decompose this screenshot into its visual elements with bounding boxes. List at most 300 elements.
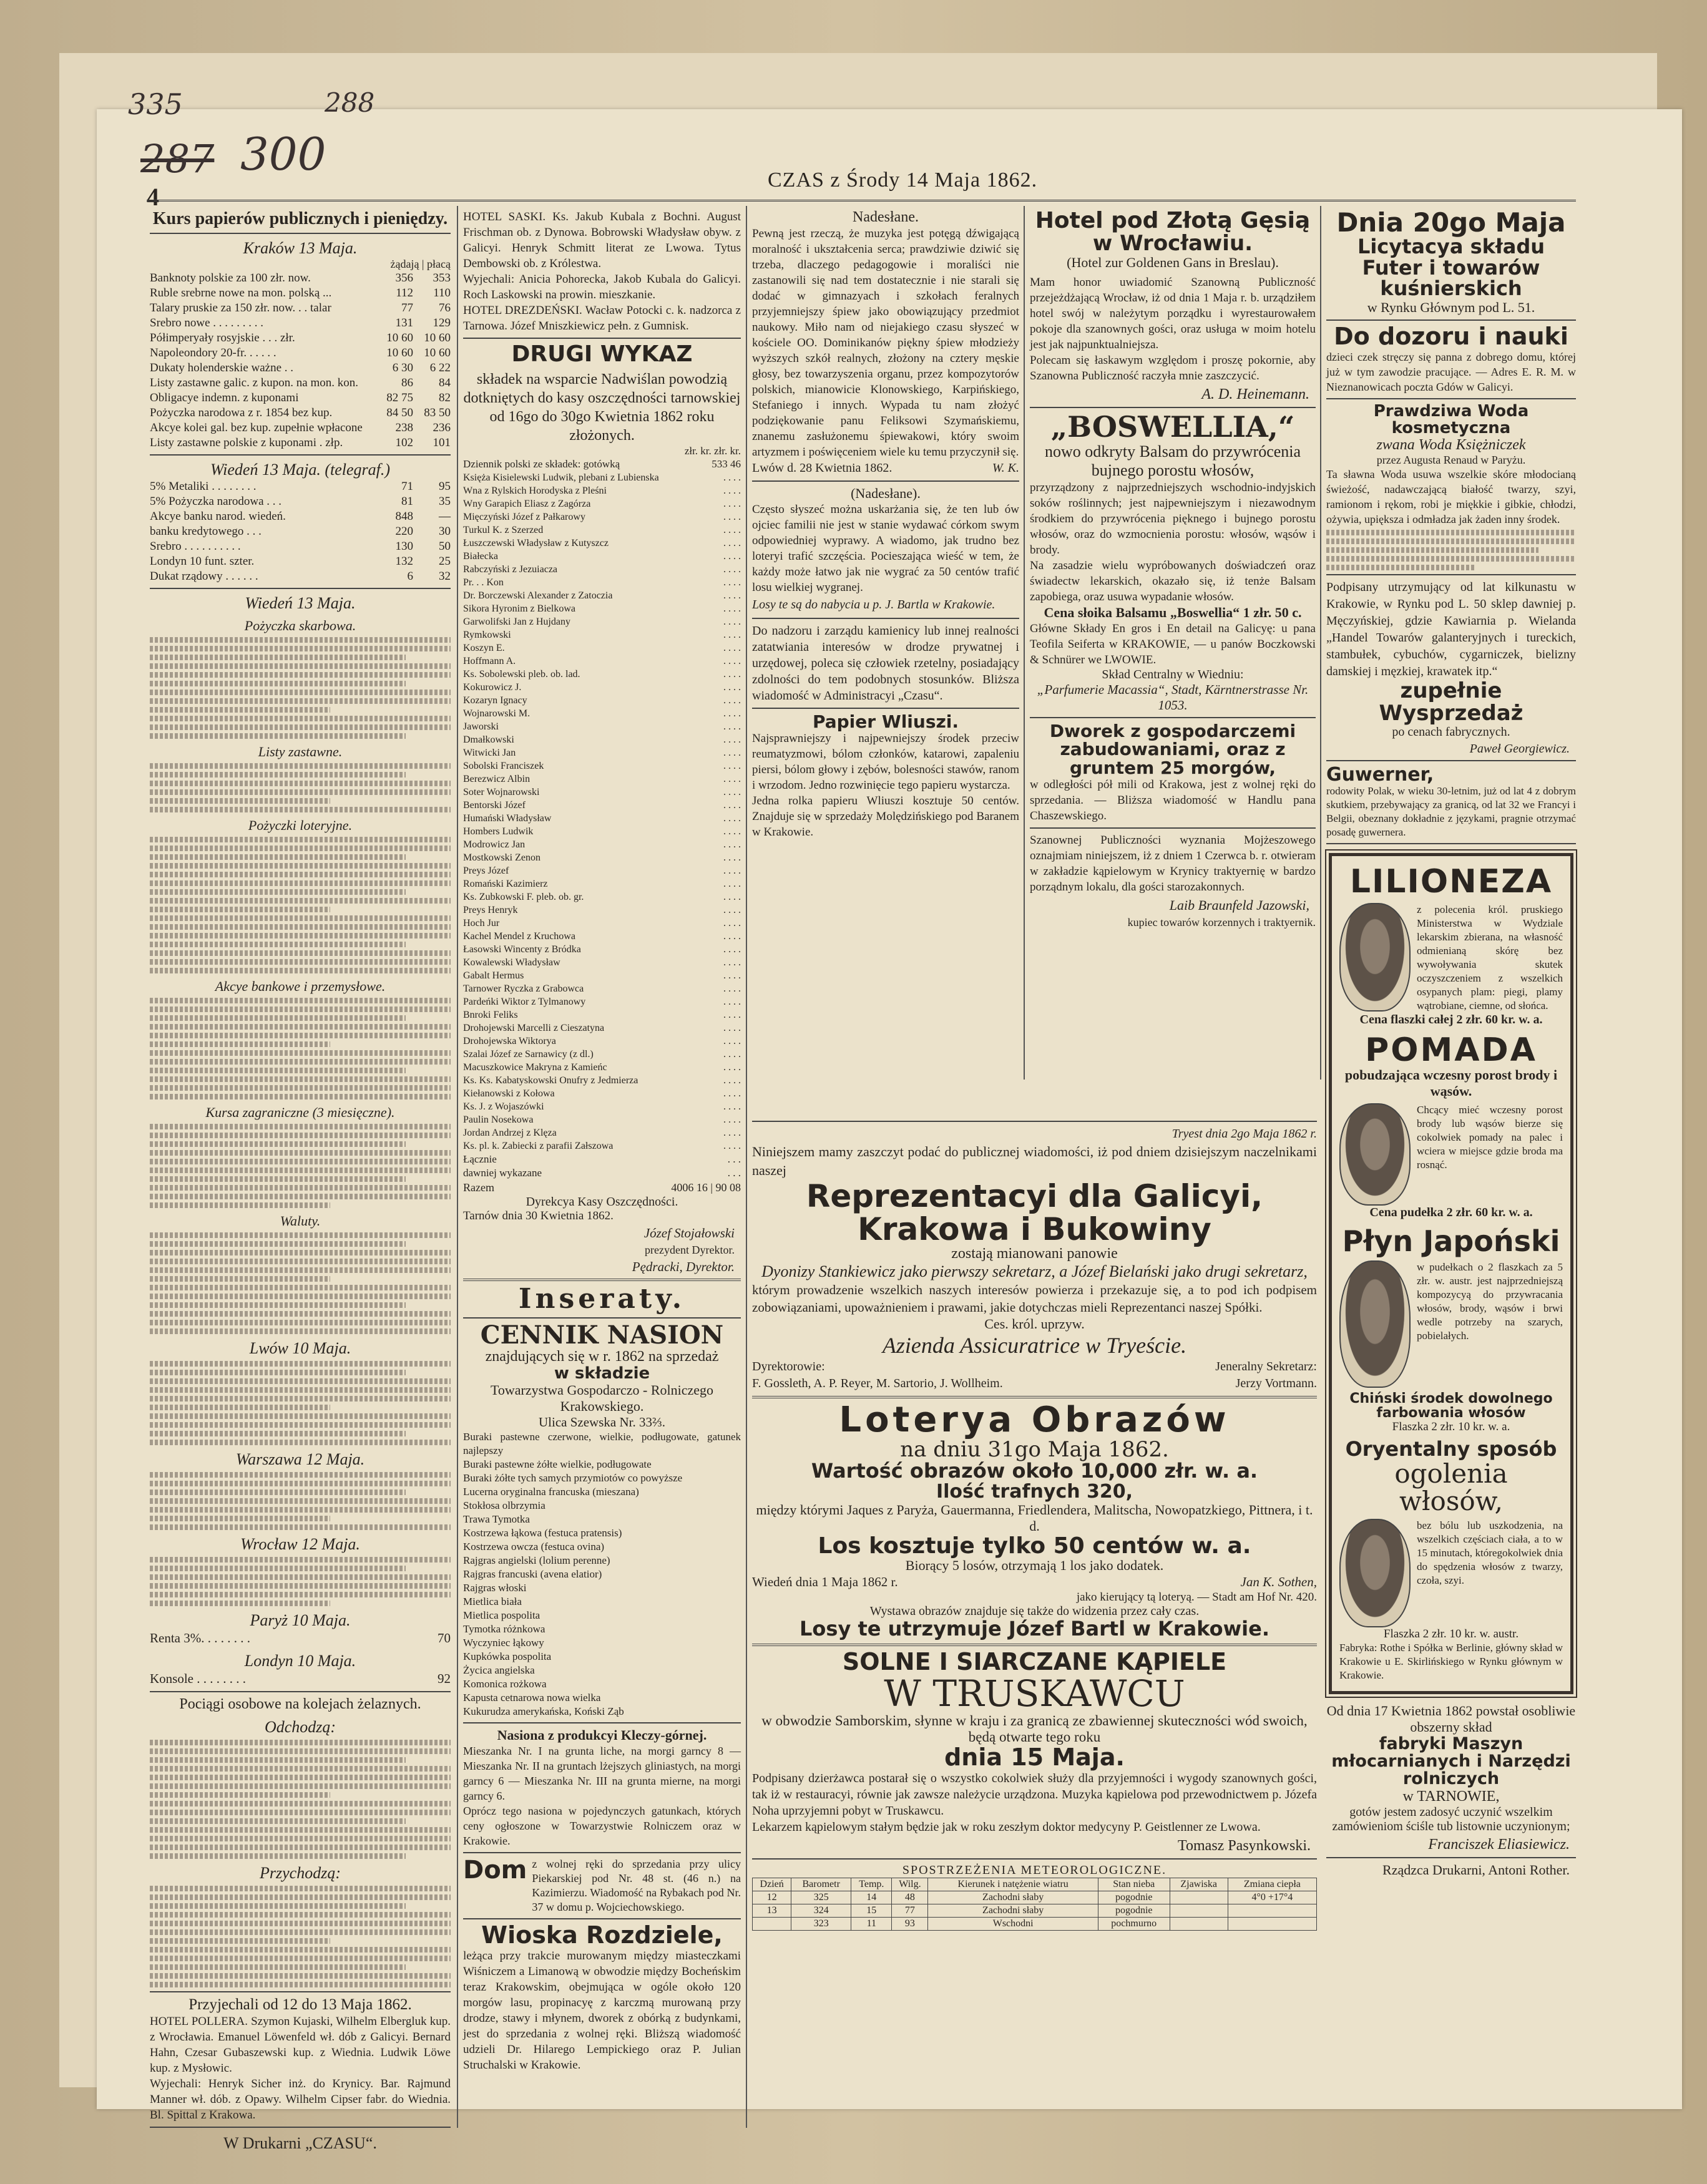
donor-name: Ks. J. z Wojaszówki bbox=[463, 1101, 544, 1112]
donor-name: Mostkowski Zenon bbox=[463, 852, 540, 863]
plyn-title: Płyn Japoński bbox=[1342, 1224, 1560, 1259]
donor-row: Romański Kazimierz . . . . bbox=[463, 878, 741, 889]
podpisany-text: Podpisany utrzymujący od lat kilkunastu w Krakowie, w Rynku pod L. 50 sklep dawniej p. Męczyńskiej, gdzie Kawiarnia p. Wielanda „Handel Towarów galanteryjnych i tureckich, stambułek, cybuchów, cygarniczek, bielizny damskiej i męzkiej, krawatek itp.“ bbox=[1326, 580, 1576, 679]
rate-label: Pożyczka narodowa z r. 1854 bez kup. bbox=[150, 406, 333, 419]
rate-ask: 130 bbox=[395, 540, 413, 553]
listy-heading: Listy zastawne. bbox=[258, 744, 343, 759]
rate-ask: 131 bbox=[395, 316, 413, 329]
rate-label: Londyn 10 funt. szter. bbox=[150, 555, 255, 568]
seed-item: Rajgras francuski (avena elatior) bbox=[463, 1568, 602, 1581]
rate-row bbox=[150, 316, 451, 331]
meteo-header-cell: Barometr bbox=[791, 1878, 851, 1891]
rate-bid: 76 bbox=[439, 301, 451, 314]
rate-bid: 10 60 bbox=[424, 346, 451, 359]
donor-row: Rabczyński z Jezuiacza . . . . bbox=[463, 563, 741, 575]
rate-ask: 10 60 bbox=[386, 331, 413, 344]
donor-name: Sobolski Franciszek bbox=[463, 760, 544, 771]
boswellia-price: Cena słoika Balsamu „Boswellia“ 1 złr. 50 c. bbox=[1044, 604, 1302, 620]
meteo-header-cell: Zmiana ciepła bbox=[1228, 1878, 1316, 1891]
ogolenia-text: bez bólu lub uszkodzenia, na wszelkich częściach ciała, a to w 15 minutach, któregokolwiek dnia do spędzenia włosów z twarzy, czoła, szyi. bbox=[1417, 1519, 1563, 1586]
header-rule bbox=[147, 200, 1576, 202]
razem-label: Razem bbox=[463, 1181, 494, 1194]
pomada-title: POMADA bbox=[1365, 1031, 1537, 1069]
meteo-cell: 324 bbox=[791, 1904, 851, 1917]
seed-item: Mietlica pospolita bbox=[463, 1609, 540, 1622]
donor-row: Drohojewski Marcelli z Cieszatyna . . . . bbox=[463, 1022, 741, 1033]
dozoru-title: Do dozoru i nauki bbox=[1334, 322, 1568, 350]
wieden-rates-table bbox=[150, 479, 451, 584]
meteo-cell: 13 bbox=[753, 1904, 791, 1917]
meteo-cell: 48 bbox=[892, 1891, 928, 1904]
chinski-price: Flaszka 2 złr. 10 kr. w. a. bbox=[1392, 1420, 1510, 1433]
dyrektorowie-label: Dyrektorowie: bbox=[752, 1360, 825, 1373]
rate-label: Akcye banku narod. wiedeń. bbox=[150, 510, 286, 523]
column-5 bbox=[1326, 209, 1576, 2106]
meteo-row bbox=[753, 1904, 1317, 1917]
konsole-label: Konsole . . . . . . . . bbox=[150, 1671, 246, 1686]
donor-name: Wny Garapich Eliasz z Zagórza bbox=[463, 498, 591, 509]
wieden-date: Wiedeń dnia 1 Maja 1862 r. bbox=[752, 1574, 898, 1590]
rate-label: Listy zastawne polskie z kuponami . złp. bbox=[150, 436, 343, 449]
papier-text: Najsprawniejszy i najpewniejszy środek przeciw reumatyzmowi, bólom członków, katarowi, zapaleniu piersi, bólom głowy i zębów, bolesności stawów, ranom i wrzodom. Jedno rozwinięcie tego papieru wystarcza. bbox=[752, 732, 1019, 792]
column-rule-2 bbox=[746, 206, 747, 2128]
secretaries-names: Dyonizy Stankiewicz jako pierwszy sekretarz, a Józef Bielański jako drugi sekretarz, bbox=[761, 1262, 1308, 1280]
od-dnia-text: Od dnia 17 Kwietnia 1862 powstał osobliwie obszerny skład bbox=[1326, 1702, 1576, 1735]
seed-price-list bbox=[463, 1430, 741, 1718]
central-announcements bbox=[752, 1117, 1317, 2109]
londyn-heading: Londyn 10 Maja. bbox=[244, 1652, 356, 1670]
rate-row bbox=[150, 376, 451, 391]
braunfeld-role: kupiec towarów korzennych i traktyernik. bbox=[1127, 915, 1316, 929]
losy-bartl: Losy te utrzymuje Józef Bartl w Krakowie. bbox=[800, 1617, 1269, 1641]
donor-row: Rymkowski . . . . bbox=[463, 629, 741, 640]
meteo-cell: 11 bbox=[851, 1917, 892, 1930]
donor-row: Mostkowski Zenon . . . . bbox=[463, 852, 741, 863]
papier-title: Papier Wliuszi. bbox=[812, 711, 959, 732]
donor-name: Łasowski Wincenty z Bródka bbox=[463, 943, 581, 955]
truskawcu-para: Podpisany dzierżawca postarał się o wszystko cokolwiek służy dla przyjemności i wygody szanownych gości, tak iż w restauracyi, równie jak zawsze należycie urządzona. Muzyka kąpielowa pod przewodnictwem p. Józefa Noha uprzyjemni pobyt w Truskawcu. bbox=[752, 1771, 1317, 1818]
donor-row: Łasowski Wincenty z Bródka . . . . bbox=[463, 943, 741, 955]
rate-ask: 238 bbox=[395, 421, 413, 434]
portrait-woman-illustration bbox=[1339, 903, 1411, 1012]
secretaries-text: którym prowadzenie wszelkich naszych interesów powierza i przekazuje się, a to pod ich podpisem zobowiązaniami, upoważnieniem i prawami, jakie dotychczas mieli Reprezentanci naszej Spółki. bbox=[752, 1282, 1317, 1315]
kk-label: Skład Centralny w Wiedniu: bbox=[1102, 667, 1244, 681]
column-3 bbox=[752, 209, 1019, 1114]
krakow-heading: Kraków 13 Maja. bbox=[243, 239, 358, 257]
rate-label: 5% Metaliki . . . . . . . . bbox=[150, 480, 257, 493]
azienda-pre: Ces. król. uprzyw. bbox=[984, 1316, 1085, 1332]
inseraty-title: Inseraty. bbox=[518, 1282, 686, 1315]
lilioneza-text: z polecenia król. pruskiego Ministerstwa w Wydziale lekarskim zbierana, na własność odmienianą skórę bez wywoływania skutek oczyszczeniem z wszelkich osypanych plam: piegi, plamy wątrobiane, ciemne, od słońca. bbox=[1417, 903, 1563, 1012]
donor-row: Koszyn E. . . . . bbox=[463, 642, 741, 653]
rate-bid: 110 bbox=[433, 286, 451, 300]
hotel-text: Mam honor uwiadomić Szanowną Publiczność przejeżdżającą Wrocław, iż od dnia 1 Maja r. b. urządziłem hotel swój w należytym porządku i wyrestaurowałem pokoje dla szanownych gości, oraz usługa w moim hotelu jest jak najpunktualniejsza. bbox=[1030, 276, 1316, 352]
meteo-cell: 14 bbox=[851, 1891, 892, 1904]
drukarnia-imprint: W Drukarni „CZASU“. bbox=[223, 2134, 377, 2152]
meteo-table bbox=[752, 1878, 1317, 1931]
gorecki-signature: Paweł Georgiewicz. bbox=[1469, 741, 1570, 756]
donor-name: Ks. Sobolewski pleb. ob. lad. bbox=[463, 668, 580, 680]
donor-name: Gabalt Hermus bbox=[463, 970, 524, 981]
rate-row bbox=[150, 539, 451, 554]
tarnow-date: Tarnów dnia 30 Kwietnia 1862. bbox=[463, 1209, 614, 1222]
mieszanki-text: Mieszanka Nr. I na grunta liche, na morgi garncy 8 — Mieszanka Nr. II na gruntach lżejszych gliniastych, na morgi garncy 6 — Mieszanka Nr. III na grunta mierne, na morgi garncy 6. bbox=[463, 1745, 741, 1803]
signature-stojalowski: Józef Stojałowski bbox=[643, 1225, 735, 1241]
wk-signature: W. K. bbox=[992, 461, 1019, 475]
donor-row: Modrowicz Jan . . . . bbox=[463, 839, 741, 850]
column-rule-4 bbox=[1320, 206, 1321, 1080]
donor-row: Sobolski Franciszek . . . . bbox=[463, 760, 741, 771]
papier-text-2: Jedna rolka papieru Wliuszi kosztuje 50 centów. Znajduje się w sprzedaży Molędzińskiego pod Baranem w Krakowie. bbox=[752, 794, 1019, 839]
meteo-cell: pochmurno bbox=[1098, 1917, 1170, 1930]
donor-name: Drohojewski Marcelli z Cieszatyna bbox=[463, 1022, 605, 1033]
rate-ask: 10 60 bbox=[386, 346, 413, 359]
donor-name: Hoch Jur bbox=[463, 917, 500, 929]
meteo-cell: Wschodni bbox=[928, 1917, 1098, 1930]
loterya-date: na dniu 31go Maja 1862. bbox=[900, 1436, 1169, 1462]
seed-item: Rajgras włoski bbox=[463, 1582, 527, 1594]
donor-row: Łuszczewski Władysław z Kutyszcz . . . . bbox=[463, 537, 741, 548]
woda-text: Ta sławna Woda usuwa wszelkie skóre młodocianą świeżość, nadawczającą białość twarzy, szyi, ramionom i rękom, robi je miękkie i gibkie, chłodzi, ożywia, upiększa i odmładza jak żaden inny środek. bbox=[1326, 468, 1576, 526]
przyjechali-heading: Przyjechali od 12 do 13 Maja 1862. bbox=[188, 1996, 412, 2013]
donor-name: Paulin Nosekowa bbox=[463, 1114, 534, 1125]
kol-header: złr. kr. złr. kr. bbox=[684, 444, 741, 457]
donor-name: Soter Wojnarowski bbox=[463, 786, 540, 797]
ogolenia-price: Flaszka 2 złr. 10 kr. w. austr. bbox=[1383, 1627, 1519, 1640]
donor-row: Garwolifski Jan z Hujdany . . . . bbox=[463, 616, 741, 627]
seed-item: Kostrzewa łąkowa (festuca pratensis) bbox=[463, 1527, 622, 1539]
rate-row bbox=[150, 479, 451, 494]
rate-row bbox=[150, 494, 451, 509]
rate-label: Banknoty polskie za 100 złr. now. bbox=[150, 271, 311, 285]
loterya-title: Loterya Obrazów bbox=[839, 1400, 1230, 1440]
azienda-name: Azienda Assicuratrice w Tryeście. bbox=[882, 1333, 1187, 1358]
eliasiewicz-signature: Franciszek Eliasiewicz. bbox=[1428, 1836, 1570, 1853]
donor-name: Preys Henryk bbox=[463, 904, 518, 915]
rate-ask: 77 bbox=[401, 301, 413, 314]
rate-ask: 848 bbox=[395, 510, 413, 523]
donor-row: Księża Kisielewski Ludwik, plebani z Lubienska . . . . bbox=[463, 472, 741, 483]
rate-bid: 25 bbox=[439, 555, 451, 568]
portrait-bearded-man-illustration bbox=[1339, 1103, 1411, 1206]
meteo-header-cell: Zjawiska bbox=[1170, 1878, 1228, 1891]
meteo-cell: 77 bbox=[892, 1904, 928, 1917]
licytacya-title: Licytacya składu Futer i towarów kuśnierskich bbox=[1357, 235, 1545, 301]
rate-ask: 6 30 bbox=[392, 361, 413, 374]
ogolenia-title: ogolenia włosów, bbox=[1394, 1458, 1508, 1516]
losy-text: Losy te są do nabycia u p. J. Bartla w Krakowie. bbox=[752, 598, 995, 612]
donor-row: Turkul K. z Szerzed . . . . bbox=[463, 524, 741, 535]
cosmetics-frame bbox=[1329, 853, 1573, 1694]
donor-name: Pardeńki Wiktor z Tylmanowy bbox=[463, 996, 586, 1007]
pasynkowski-signature: Tomasz Pasynkowski. bbox=[1178, 1837, 1311, 1854]
rate-bid: 236 bbox=[433, 421, 451, 434]
boswellia-subtitle: nowo odkryty Balsam do przywrócenia bujnego porostu włosów, bbox=[1044, 442, 1301, 479]
skladek-text: składek na wsparcie Nadwiślan powodzią dotkniętych do kasy oszczędności tarnowskiej od 16go do 30go Kwietnia 1862 roku złożonych. bbox=[463, 371, 741, 444]
donor-row: Ks. Zubkowski F. pleb. ob. gr. . . . . bbox=[463, 891, 741, 902]
donor-name: Jordan Andrzej z Klęza bbox=[463, 1127, 557, 1138]
dawniej-label: dawniej wykazane bbox=[463, 1166, 542, 1179]
rate-label: Dukat rządowy . . . . . . bbox=[150, 570, 258, 583]
orientalny-title: Oryentalny sposób bbox=[1345, 1436, 1557, 1461]
cennik-title: CENNIK NASION bbox=[480, 1320, 724, 1350]
meteo-cell: 4°0 +17°4 bbox=[1228, 1891, 1316, 1904]
hotel-city: w Wrocławiu. bbox=[1092, 230, 1253, 256]
meteo-cell: 93 bbox=[892, 1917, 928, 1930]
page-header-title: CZAS z Środy 14 Maja 1862. bbox=[768, 168, 1038, 192]
rate-bid: 84 bbox=[439, 376, 451, 389]
donor-row: Wny Garapich Eliasz z Zagórza . . . . bbox=[463, 498, 741, 509]
parfumerie-text: „Parfumerie Macassia“, Stadt, Kärntnerstrasse Nr. 1053. bbox=[1037, 681, 1309, 713]
seed-item: Rajgras angielski (lolium perenne) bbox=[463, 1554, 610, 1567]
jeneralny-name: Jerzy Vortmann. bbox=[1235, 1377, 1317, 1390]
meteo-cell: pogodnie bbox=[1098, 1904, 1170, 1917]
rate-row bbox=[150, 391, 451, 406]
rate-label: Dukaty holenderskie ważne . . bbox=[150, 361, 294, 374]
donor-name: Hoffmann A. bbox=[463, 655, 516, 666]
nadeslane-heading: Nadesłane. bbox=[853, 209, 919, 225]
wioska-title: Wioska Rozdziele, bbox=[481, 1921, 723, 1949]
ogloszenie-text: Niniejszem mamy zaszczyt podać do publicznej wiadomości, iż pod dniem dzisiejszym naczelnikami naszej bbox=[752, 1144, 1317, 1178]
donor-row: Szalai Józef ze Sarnawicy (z dl.) . . . . bbox=[463, 1048, 741, 1060]
heinemann-signature: A. D. Heinemann. bbox=[1201, 386, 1309, 403]
meteo-cell: Zachodni słaby bbox=[928, 1904, 1098, 1917]
donor-row: Ks. Ks. Kabatyskowski Onufry z Jedmierza . . . . bbox=[463, 1075, 741, 1086]
seed-item: Stokłosa olbrzymia bbox=[463, 1499, 545, 1512]
handwritten-note-top-1: 335 bbox=[128, 87, 183, 121]
boswellia-text-2: Na zasadzie wielu wypróbowanych doświadczeń oraz świadectw lekarskich, okazało się, iż tenże Balsam zapobiega, oraz usuwa wypadanie włosów. bbox=[1030, 558, 1316, 603]
donor-name: Bnroki Feliks bbox=[463, 1009, 518, 1020]
rate-row bbox=[150, 271, 451, 286]
rate-row bbox=[150, 509, 451, 524]
column-2: HOTEL SASKI. Ks. Jakub Kubala z Bochni. August Frischman ob. z Dynowa. Bobrowski Władysław obyw. z Galicyi. Henryk Schmitt literat ze Lwowa. Tytus Dembowski ob. z Królestwa. Wyjechali: Anicia Pohorecka, Jakob Kubala do Galicyi. Roch Laskowski na prowin. mieszkanie. HOTEL DREZDEŃSKI. Wacław Potocki c. k. nadzorca z Tarnowa. Józef Mniszkiewicz pełn. z Gumnisk. DRUGI WYKAZ składek na wsparcie Nadwiślan powodzią dotkniętych do kasy oszczędności tarnowskiej od 16go do 30go Kwietnia 1862 roku złożonych. złr. kr. złr. kr. Dziennik polski ze składek: gotówką 533 46 Księża Kisielewski Ludwik, plebani z Lubienska . . . . Wna z Rylskich Horodyska z Pleśni . . . . Wny Garapich Eliasz z Zagórza . . . . Mięczyński Józef z Pałkarowy . . . . Turkul K. z Szerzed . . . . Łuszczewski Władysław z Kutyszcz . . . . Białecka . . . . Rabczyński z Jezuiacza . . . . Pr. . . Kon . . . . Dr. Borczewski Alexander z Zatoczia . . . . Sikora Hyronim z Bielkowa . . . . Garwolifski Jan z Hujdany . . . . Rymkowski . . . . Koszyn E. . . . . Hoffmann A. . . . . Ks. Sobolewski pleb. ob. lad. . . . . Kokurowicz J. . . . . Kozaryn Ignacy . . . . Wojnarowski M. . . . . Jaworski . . . . Dmałkowski . . . . Witwicki Jan . . . . Sobolski Franciszek . . . . Berezwicz Albin . . . . Soter Wojnarowski . . . . Bentorski Józef . . . . Humański Władysław . . . . Hombers Ludwik . . . . Modrowicz Jan . . . . Mostkowski Zenon . . . . Preys Józef . . . . Romański Kazimierz . . . . Ks. Zubkowski F. pleb. ob. gr. . . . . Preys Henryk . . . . Hoch Jur . . . . Kachel Mendel z Kruchowa . . . . Łasowski Wincenty z Bródka . . . . Kowalewski Władysław . . . . Gabalt Hermus . . . . Tarnower Ryczka z Grabowca . . . . Pardeńki Wiktor z Tylmanowy . . . . Bnroki Feliks . . . . Drohojewski Marcelli z Cieszatyna . . . . Drohojewska Wiktorya . . . . Szalai Józef ze Sarnawicy (z dl.) . . . . Macuszkowice Makryna z Kamieńc . . . . Ks. Ks. Kabatyskowski Onufry z Jedmierza . . . . Kiełanowski z Kołowa . . . . Ks. J. z Wojaszówki . . . . Paulin Nosekowa . . . . Jordan Andrzej z Klęza . . . . Ks. pl. k. Zabiecki z parafii Załszowa . . . . Łącznie . . . dawniej wykazane . . . Razem 4006 16 | 90 08 Dyrekcya Kasy Oszczędności. Tarnów dnia 30 Kwietnia 1862. Józef Stojałowski prezydent Dyrektor. Pędracki, Dyrektor. Inseraty. CENNIK NASION znajdujących się w r. 1862 na sprzedaż w składzie Towarzystwa Gospodarczo - Rolniczego Krakowskiego. Ulica Szewska Nr. 33⅔. Buraki pastewne czerwone, wielkie, podługowate, gatunek najlepszy Buraki pastewne żółte wielkie, podługowate Buraki żółte tych samych przymiotów co powyższe Lucerna oryginalna francuska (mieszana) Stokłosa olbrzymia Trawa Tymotka Kostrzewa łąkowa (festuca pratensis) Kostrzewa owcza (festuca ovina) Rajgras angielski (lolium perenne) Rajgras francuski (avena elatior) Rajgras włoski Mietlica biała Mietlica pospolita Tymotka różnkowa Wyczyniec łąkowy Kupkówka pospolita Życica angielska Komonica rożkowa Kapusta cetnarowa nowa wielka Kukurudza amerykańska, Koński Ząb Nasiona z produkcyi Kleczy-górnej. Mieszanka Nr. I na grunta liche, na morgi garncy 8 — Mieszanka Nr. II na gruntach lżejszych gliniastych, na morgi garncy 6 — Mieszanka Nr. III na grunta mierne, na morgi garncy 6. Oprócz tego nasiona w pojedynczych gatunkach, których ceny ogłoszone w Towarzystwie Rolniczem oraz w Krakowie. Dom z wolnej ręki do sprzedania przy ulicy Piekarskiej pod Nr. 48 st. (46 n.) na Kazimierzu. Wiadomość na Rybakach pod Nr. 37 w domu p. Wojciechowskiego. Wioska Rozdziele, leżąca przy trakcie murowanym między miasteczkami Wiśniczem a Limanową w obwodzie między Bocheńskim teraz Krakowskim, obejmująca w ogóle około 120 morgów lasu, propinacyę z karczmą murowaną przy drodze, stawy i młynem, dworek z obórką z budynkami, jest do sprzedania z wolnej ręki. Bliższą wiadomość udzieli Dr. Hilarego Lempickiego oraz P. Julian Struchalski w Krakowie. bbox=[463, 210, 741, 2072]
wieden-heading: Wiedeń 13 Maja. (telegraf.) bbox=[210, 461, 391, 479]
pozyczka-heading: Pożyczka skarbowa. bbox=[244, 618, 356, 633]
seed-item: Lucerna oryginalna francuska (mieszana) bbox=[463, 1486, 639, 1498]
donor-name: Hombers Ludwik bbox=[463, 826, 534, 837]
meteo-header-cell: Kierunek i natężenie wiatru bbox=[928, 1878, 1098, 1891]
donor-name: Kachel Mendel z Kruchowa bbox=[463, 930, 575, 942]
donor-name: Rabczyński z Jezuiacza bbox=[463, 563, 558, 575]
rate-bid: 101 bbox=[433, 436, 451, 449]
rate-bid: 30 bbox=[439, 525, 451, 538]
guwerner-text: rodowity Polak, w wieku 30-letnim, już od lat 4 z dobrym skutkiem, przebywający za granicą, od lat 32 we Francyi i Belgii, obeznany dokładnie z językami, pragnie otrzymać posadę guwernera. bbox=[1326, 785, 1576, 839]
donor-name: Berezwicz Albin bbox=[463, 773, 531, 784]
donor-row: Gabalt Hermus . . . . bbox=[463, 970, 741, 981]
krakow-col-header: żądają | płacą bbox=[390, 258, 451, 270]
wyjechali-text-col2: Wyjechali: Anicia Pohorecka, Jakob Kubala do Galicyi. Roch Laskowski na prowin. mieszkanie. bbox=[463, 273, 741, 301]
truskawcu-text: w obwodzie Samborskim, słynne w kraju i za granicą ze zbawiennej skuteczności wód swoich, będą otwarte tego roku bbox=[761, 1712, 1308, 1745]
rate-label: Srebro nowe . . . . . . . . . bbox=[150, 316, 264, 329]
rate-label: Listy zastawne galic. z kupon. na mon. kon. bbox=[150, 376, 359, 389]
donor-name: Ks. Zubkowski F. pleb. ob. gr. bbox=[463, 891, 584, 902]
seed-item: Mietlica biała bbox=[463, 1596, 522, 1608]
signature-stojalowski-role: prezydent Dyrektor. bbox=[645, 1243, 735, 1256]
donor-row: Ks. J. z Wojaszówki . . . . bbox=[463, 1101, 741, 1112]
lwow-heading: Lwów 10 Maja. bbox=[249, 1339, 351, 1357]
meteo-header-cell: Temp. bbox=[851, 1878, 892, 1891]
wieden2-heading: Wiedeń 13 Maja. bbox=[245, 594, 356, 612]
donor-row: Humański Władysław . . . . bbox=[463, 812, 741, 824]
braunfeld-signature: Laib Braunfeld Jazowski, bbox=[1169, 897, 1309, 913]
donor-name: Macuszkowice Makryna z Kamieńc bbox=[463, 1061, 607, 1073]
donor-name: Bentorski Józef bbox=[463, 799, 526, 811]
tarnowie-text: gotów jestem zadosyć uczynić wszelkim zamówieniom ściśle tub listownie uczynionym; bbox=[1332, 1805, 1570, 1833]
donor-name: Ks. Ks. Kabatyskowski Onufry z Jedmierza bbox=[463, 1075, 638, 1086]
donor-row: Kokurowicz J. . . . . bbox=[463, 681, 741, 693]
nadeslane2-heading: (Nadesłane). bbox=[851, 485, 921, 501]
hotel-saski-text: HOTEL SASKI. Ks. Jakub Kubala z Bochni. August Frischman ob. z Dynowa. Bobrowski Władysław obyw. z Galicyi. Henryk Schmitt literat ze Lwowa. Tytus Dembowski ob. z Królestwa. bbox=[463, 210, 741, 270]
pociagi-heading: Pociągi osobowe na kolejach żelaznych. bbox=[179, 1696, 421, 1712]
donor-name: Garwolifski Jan z Hujdany bbox=[463, 616, 570, 627]
dom-text: z wolnej ręki do sprzedania przy ulicy Piekarskiej pod Nr. 48 st. (46 n.) na Kazimierzu. Wiadomość na Rybakach pod Nr. 37 w domu p. Wojciechowskiego. bbox=[532, 1858, 741, 1914]
rate-bid: 50 bbox=[439, 540, 451, 553]
lilioneza-price: Cena flaszki całej 2 złr. 60 kr. w. a. bbox=[1359, 1012, 1543, 1026]
rate-ask: 112 bbox=[396, 286, 413, 300]
handwritten-note-top-2: 288 bbox=[325, 87, 375, 118]
rate-bid: 10 60 bbox=[424, 331, 451, 344]
rate-ask: 71 bbox=[401, 480, 413, 493]
hotel-drezdenski-text: HOTEL DREZDEŃSKI. Wacław Potocki c. k. nadzorca z Tarnowa. Józef Mniszkiewicz pełn. z Gumnisk. bbox=[463, 304, 741, 333]
meteo-title: SPOSTRZEŻENIA METEOROLOGICZNE. bbox=[902, 1863, 1167, 1877]
drugi-wykaz-title: DRUGI WYKAZ bbox=[511, 341, 693, 367]
rate-label: Ruble srebrne nowe na mon. polską ... bbox=[150, 286, 332, 300]
page-number: 4 bbox=[147, 183, 159, 211]
dyrekcya-text: Dyrekcya Kasy Oszczędności. bbox=[526, 1194, 678, 1209]
rynku-text: w Rynku Głównym pod L. 51. bbox=[1367, 299, 1535, 315]
wartosc-text: Wartość obrazów około 10,000 złr. w. a. bbox=[811, 1459, 1258, 1483]
warszawa-heading: Warszawa 12 Maja. bbox=[235, 1450, 365, 1468]
renta-value: 70 bbox=[438, 1631, 451, 1645]
rate-bid: 129 bbox=[433, 316, 451, 329]
waluty-heading: Waluty. bbox=[280, 1213, 321, 1229]
donor-name: Turkul K. z Szerzed bbox=[463, 524, 544, 535]
hotel-de: (Hotel zur Goldenen Gans in Breslau). bbox=[1067, 255, 1279, 271]
donor-name: Pr. . . Kon bbox=[463, 577, 504, 588]
woda-subtitle: zwana Woda Księżniczek bbox=[1376, 437, 1526, 454]
donor-name: Humański Władysław bbox=[463, 812, 552, 824]
boswellia-stores: Główne Składy En gros i En detail na Galicyę: u pana Teofila Seiferta w KRAKOWIE, — u panów Boczkowski & Schnürer we LWOWIE. bbox=[1030, 622, 1316, 666]
rate-bid: 83 50 bbox=[424, 406, 451, 419]
donor-row: Hoch Jur . . . . bbox=[463, 917, 741, 929]
seed-item: Kostrzewa owcza (festuca ovina) bbox=[463, 1541, 605, 1553]
akcye-heading: Akcye bankowe i przemysłowe. bbox=[215, 978, 386, 994]
donor-row: Preys Józef . . . . bbox=[463, 865, 741, 876]
donor-row: Macuszkowice Makryna z Kamieńc . . . . bbox=[463, 1061, 741, 1073]
exchange-heading: Kurs papierów publicznych i pieniędzy. bbox=[152, 209, 448, 228]
meteo-cell: Zachodni słaby bbox=[928, 1891, 1098, 1904]
donor-name: Ks. pl. k. Zabiecki z parafii Załszowa bbox=[463, 1140, 614, 1151]
portrait-oriental-man-illustration bbox=[1339, 1519, 1411, 1627]
donor-name: Modrowicz Jan bbox=[463, 839, 526, 850]
handwritten-note-main: 300 bbox=[240, 128, 326, 180]
donor-name: Kiełanowski z Kołowa bbox=[463, 1088, 555, 1099]
column-rule-1 bbox=[457, 206, 458, 2128]
meteo-cell: 15 bbox=[851, 1904, 892, 1917]
miedzy-text: między którymi Jaques z Paryża, Gauermanna, Friedlendera, Malitscha, Nowopatzkiego, Pittnera, i t. d. bbox=[756, 1501, 1313, 1534]
seed-item: Życica angielska bbox=[463, 1664, 535, 1677]
donor-row: Pardeńki Wiktor z Tylmanowy . . . . bbox=[463, 996, 741, 1007]
paryz-heading: Paryż 10 Maja. bbox=[250, 1611, 351, 1629]
fabryki-title: fabryki Maszyn młocarnianych i Narzędzi rolniczych bbox=[1331, 1733, 1571, 1789]
wyjechali-text-col1: Wyjechali: Henryk Sicher inż. do Krynicy. Bar. Rajmund Manner wł. dób. z Opawy. Wilhelm Cipser fabr. do Wiednia. Bl. Spittal z Krakowa. bbox=[150, 2077, 451, 2122]
donor-name: Dmałkowski bbox=[463, 734, 514, 745]
donor-name: Dr. Borczewski Alexander z Zatoczia bbox=[463, 590, 613, 601]
rate-label: banku kredytowego . . . bbox=[150, 525, 262, 538]
seed-item: Trawa Tymotka bbox=[463, 1513, 530, 1526]
donor-row: Drohojewska Wiktorya . . . . bbox=[463, 1035, 741, 1046]
dom-title: Dom bbox=[463, 1856, 527, 1885]
donor-name: Kowalewski Władysław bbox=[463, 957, 560, 968]
solne-title: SOLNE I SIARCZANE KĄPIELE bbox=[842, 1647, 1227, 1675]
meteo-cell: 12 bbox=[753, 1891, 791, 1904]
dworek-title: Dworek z gospodarczemi zabudowaniami, oraz z gruntem 25 morgów, bbox=[1049, 720, 1296, 778]
donor-row: Jordan Andrzej z Klęza . . . . bbox=[463, 1127, 741, 1138]
renta-label: Renta 3%. . . . . . . . bbox=[150, 1631, 250, 1645]
donor-row: Kowalewski Władysław . . . . bbox=[463, 957, 741, 968]
donor-row: Dmałkowski . . . . bbox=[463, 734, 741, 745]
donor-row: Ks. Sobolewski pleb. ob. lad. . . . . bbox=[463, 668, 741, 680]
sothen-name: Jan K. Sothen, bbox=[1240, 1574, 1317, 1590]
boswellia-text: przyrządzony z najprzedniejszych wschodnio-indyjskich soków roślinnych; jest najpewniejszym i niezawodnym środkiem do przywrócenia pięknego i bujnego porostu włosów, oraz do wzmocnienia porostu: włosów, wąsów i brody. bbox=[1030, 480, 1316, 557]
donor-name: Księża Kisielewski Ludwik, plebani z Lubienska bbox=[463, 472, 659, 483]
meteo-cell bbox=[753, 1917, 791, 1930]
rate-ask: 102 bbox=[395, 436, 413, 449]
donor-row: Wojnarowski M. . . . . bbox=[463, 708, 741, 719]
seed-item: Kupkówka pospolita bbox=[463, 1650, 552, 1663]
pomada-subtitle: pobudzająca wczesny porost brody i wąsów. bbox=[1344, 1067, 1558, 1099]
rate-row bbox=[150, 361, 451, 376]
donor-name: Romański Kazimierz bbox=[463, 878, 548, 889]
reprezentacyi-title: Reprezentacyi dla Galicyi, Krakowa i Bukowiny bbox=[806, 1178, 1263, 1247]
rate-label: Talary pruskie za 150 złr. now. . . talar bbox=[150, 301, 331, 314]
donor-row: Berezwicz Albin . . . . bbox=[463, 773, 741, 784]
rate-bid: 95 bbox=[439, 480, 451, 493]
wystawa-text: Wystawa obrazów znajduje się także do widzenia przez cały czas. bbox=[869, 1604, 1200, 1619]
donor-row: Mięczyński Józef z Pałkarowy . . . . bbox=[463, 511, 741, 522]
wioska-text: leżąca przy trakcie murowanym między miasteczkami Wiśniczem a Limanową w obwodzie między Bocheńskim teraz Krakowskim, obejmująca w ogóle około 120 morgów lasu, propinacyę z karczmą murowaną przy drodze, stawy i młynem, dworek z obórką z budynkami, jest do sprzedania z wolnej ręki. Bliższą wiadomość udzieli Dr. Hilarego Lempickiego oraz P. Julian Struchalski w Krakowie. bbox=[463, 1949, 741, 2072]
rate-row bbox=[150, 524, 451, 539]
ilosc-text: Ilość trafnych 320, bbox=[936, 1481, 1133, 1503]
pomada-price: Cena pudełka 2 złr. 60 kr. w. a. bbox=[1369, 1206, 1533, 1220]
donor-row: Ks. pl. k. Zabiecki z parafii Załszowa . . . . bbox=[463, 1140, 741, 1151]
chinski-title: Chiński środek dowolnego farbowania włosów bbox=[1349, 1390, 1553, 1421]
donor-row: Hombers Ludwik . . . . bbox=[463, 826, 741, 837]
rate-label: Akcye kolei gal. bez kup. zupełnie wpłacone bbox=[150, 421, 363, 434]
donor-row: Paulin Nosekowa . . . . bbox=[463, 1114, 741, 1125]
rate-bid: 6 22 bbox=[429, 361, 451, 374]
seed-item: Kukurudza amerykańska, Koński Ząb bbox=[463, 1705, 624, 1718]
seed-item: Tymotka różnkowa bbox=[463, 1623, 545, 1636]
rate-ask: 6 bbox=[407, 570, 413, 583]
seed-item: Komonica rożkowa bbox=[463, 1678, 547, 1690]
rzadzca-imprint: Rządzca Drukarni, Antoni Rother. bbox=[1382, 1861, 1570, 1878]
woda-title: Prawdziwa Woda kosmetyczna bbox=[1373, 401, 1529, 438]
donor-row: Dr. Borczewski Alexander z Zatoczia . . . . bbox=[463, 590, 741, 601]
rate-label: Obligacye indemn. z kuponami bbox=[150, 391, 299, 404]
dnia15-title: dnia 15 Maja. bbox=[944, 1743, 1125, 1771]
guwerner-title: Guwerner, bbox=[1326, 763, 1434, 786]
meteo-cell: 323 bbox=[791, 1917, 851, 1930]
donor-name: Drohojewska Wiktorya bbox=[463, 1035, 556, 1046]
po-cenach: po cenach fabrycznych. bbox=[1392, 724, 1510, 739]
rate-bid: 35 bbox=[439, 495, 451, 508]
przychodza-heading: Przychodzą: bbox=[260, 1864, 341, 1882]
dworek-text: w odległości pół mili od Krakowa, jest z wolnej ręki do sprzedania. — Bliższa wiadomość w Handlu pana Chaszewskiego. bbox=[1030, 778, 1316, 822]
donor-row: Sikora Hyronim z Bielkowa . . . . bbox=[463, 603, 741, 614]
donor-name: Sikora Hyronim z Bielkowa bbox=[463, 603, 575, 614]
rate-row bbox=[150, 301, 451, 316]
